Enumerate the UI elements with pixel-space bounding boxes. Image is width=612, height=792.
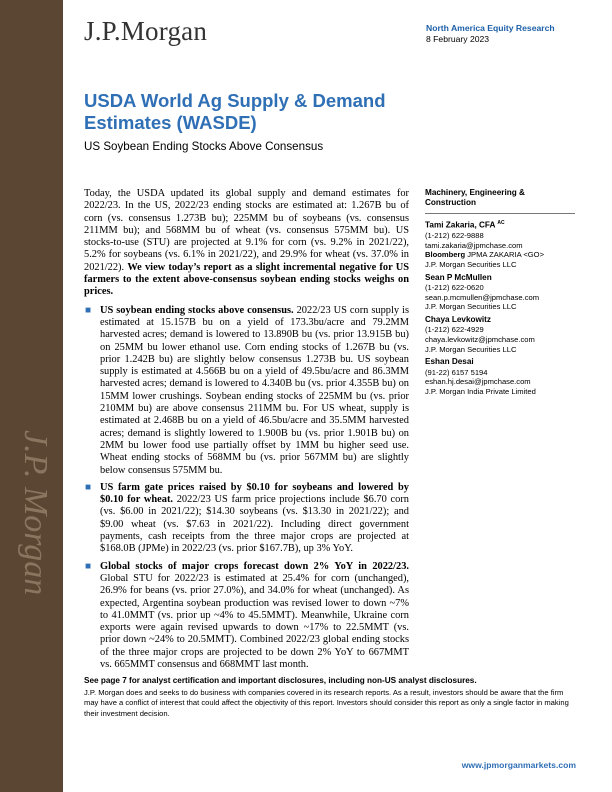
key-point-lead: US farm gate prices raised by $0.10 for soybeans and lowered by $0.10 for wheat. (100, 481, 409, 506)
analyst-cert-mark: AC (497, 220, 505, 226)
analyst-phone: (91-22) 6157 5194 (425, 367, 488, 377)
key-point-farm-prices (84, 482, 409, 556)
department-label: North America Equity Research (426, 23, 555, 33)
bullet-icon: ■ (85, 560, 92, 572)
analyst-entry (425, 218, 575, 270)
report-body (84, 188, 409, 676)
key-points-list (84, 305, 409, 672)
report-title: USDA World Ag Supply & Demand Estimates (WASDE) (84, 90, 386, 133)
analyst-name: Sean P McMullen (425, 272, 492, 282)
key-point-text: 2022/23 US corn supply is estimated at 15.157B bu on a yield of 173.3bu/acre and 79.2MM harvested acres; demand is lowered to 13.890B bu (vs. prior 13.915B bu) on 25MM bu lower ethanol use. Corn ending stocks of 1.267B bu (vs. prior 1.242B bu) are slightly below consensus 1.273B bu. US soybean supply is estimated at 4.566B bu on a yield of 49.5bu/acre and 86.3MM harvested acres; demand is lowered to 4.340B bu (vs. prior 4.355B bu) on 15MM lower crushings. Soybean ending stocks of 225MM bu (vs. prior 210MM bu) are above consensus 211MM bu. For US wheat, supply is estimated at 2.468B bu on a yield of 46.5bu/acre and 35.5MM harvested acres; demand is slightly lowered to 1.900B bu (vs. prior 1.901B bu) on 2MM bu lower food use partially offset by 1MM bu higher seed use. Wheat ending stocks of 568MM bu (vs. prior 567MM bu) are slightly below consensus 575MM bu. (100, 304, 409, 476)
analyst-name: Tami Zakaria, CFA $^{AC}$ (425, 220, 505, 230)
key-point-soybean-stocks (84, 305, 409, 477)
analyst-email[interactable]: eshan.hj.desai@jpmchase.com (425, 377, 531, 387)
analyst-name: Eshan Desai (425, 357, 474, 367)
sidebar-watermark-logo: J.P. Morgan (17, 430, 54, 596)
analyst-name: Chaya Levkowitz (425, 314, 491, 324)
key-point-text: Global STU for 2022/23 is estimated at 25.4% for corn (unchanged), 26.9% for beans (vs. prior 27.0%), and 34.0% for wheat (unchanged). As expected, Argentina soybean production was revised lower to down ~7% to 41.0MMT (vs. prior up ~4% to 45.5MMT). Meanwhile, Ukraine corn exports were again revised upwards to down ~17% to 22.5MMT (vs. prior down ~24% to 20.5MMT). Combined 2022/23 global ending stocks of the three major crops are projected to be down 2% YoY to 667MMT vs. 665MMT consensus and 668MMT last month. (100, 572, 409, 670)
disclosure-section (84, 676, 576, 719)
brand-sidebar (0, 0, 63, 792)
analyst-entry (425, 357, 575, 396)
key-point-text: 2022/23 US farm price projections include $6.70 corn (vs. $6.00 in 2021/22); $14.30 soybeans (vs. $13.30 in 2021/22); and $9.00 wheat (vs. $7.63 in 2021/22). Including direct government payments, cash receipts from the three major crops are projected at $168.0B (JPMe) in 2022/23 (vs. prior $167.7B), up 3% YoY. (100, 494, 409, 555)
analyst-firm: J.P. Morgan India Private Limited (425, 386, 536, 396)
panel-divider (425, 213, 575, 214)
analyst-email[interactable]: tami.zakaria@jpmchase.com (425, 240, 523, 250)
key-point-global-stocks (84, 561, 409, 672)
analyst-email[interactable]: chaya.levkowitz@jpmchase.com (425, 334, 535, 344)
analyst-panel (425, 188, 575, 399)
disclosure-headline: See page 7 for analyst certification and important disclosures, including non-US analyst disclosures. (84, 676, 477, 685)
analyst-phone: (1-212) 622-9888 (425, 231, 484, 241)
report-date: 8 February 2023 (426, 34, 490, 44)
analyst-firm: J.P. Morgan Securities LLC (425, 260, 517, 270)
analyst-phone: (1-212) 622-0620 (425, 283, 484, 293)
analyst-firm: J.P. Morgan Securities LLC (425, 302, 517, 312)
disclosure-text: J.P. Morgan does and seeks to do business with companies covered in its research reports. As a result, investors should be aware that the firm may have a conflict of interest that could affect the objectivity of this report. Investors should consider this report as only a single factor in making their investment decision. (84, 688, 569, 718)
analyst-entry (425, 315, 575, 354)
key-point-lead: US soybean ending stocks above consensus. (100, 304, 294, 316)
report-subtitle: US Soybean Ending Stocks Above Consensus (84, 140, 324, 153)
key-point-lead: Global stocks of major crops forecast down 2% YoY in 2022/23. (100, 560, 409, 572)
analyst-bloomberg: Bloomberg JPMA ZAKARIA <GO> (425, 250, 545, 260)
analyst-entry (425, 273, 575, 312)
footer-website-link[interactable]: www.jpmorganmarkets.com (461, 760, 576, 770)
analyst-firm: J.P. Morgan Securities LLC (425, 344, 517, 354)
analyst-phone: (1-212) 622-4929 (425, 325, 484, 335)
intro-text: Today, the USDA updated its global supply and demand estimates for 2022/23. In the US, 2022/23 ending stocks are estimated at: 1.267B bu of corn (vs. consensus 1.273B bu); 225MM bu of soybeans (vs. consensus 211MM bu); and 568MM bu of wheat (vs. consensus 575MM bu). US stocks-to-use (STU) are projected at 9.1% for corn (vs. 9.2% in 2021/22), 5.2% for soybeans (vs. 6.1% in 2021/22), and 29.9% for wheat (vs. 37.0% in 2021/22). (84, 188, 409, 273)
bullet-icon: ■ (85, 481, 92, 493)
intro-conclusion: We view today’s report as a slight incremental negative for US farmers to the extent above-consensus soybean ending stocks weighs on prices. (84, 261, 410, 298)
jpmorgan-logo: J.P.Morgan (84, 16, 208, 46)
sector-label: Machinery, Engineering & Construction (425, 188, 525, 207)
report-header-info (426, 23, 555, 45)
intro-paragraph (84, 188, 409, 299)
analyst-email[interactable]: sean.p.mcmullen@jpmchase.com (425, 292, 540, 302)
bullet-icon: ■ (85, 304, 92, 316)
